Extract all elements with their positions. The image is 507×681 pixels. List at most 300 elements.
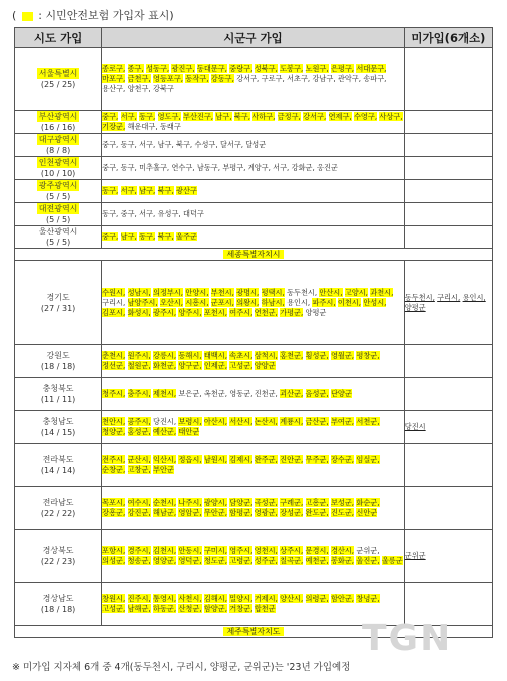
municipality-item: 군위군, [356,546,380,555]
municipality-item: 서산시, [229,417,253,426]
municipality-item: 북구, [157,232,174,241]
region-name: 제주특별자치도 [223,627,283,636]
region-name: 울산광역시 [38,227,78,236]
region-name: 인천광역시 [38,158,78,167]
header-missing: 미가입(6개소) [404,28,492,48]
region-cell [15,530,102,583]
municipality-item: 동대문구, [196,64,227,73]
municipality-item: 서구, [273,163,290,172]
municipality-item: 영덕군, [178,556,202,565]
region-count: (27 / 31) [40,303,76,313]
region-count: (14 / 14) [40,466,76,475]
municipality-item: 고창군, [127,465,151,474]
municipality-item: 화천군, [153,361,177,370]
region-count: (10 / 10) [40,169,76,178]
region-name: 광주광역시 [38,181,78,190]
region-cell [15,48,102,111]
municipality-item: 통영시, [153,594,177,603]
municipality-item: 포항시, [102,546,126,555]
municipality-item: 남해군, [127,604,151,613]
municipality-item: 중구, [120,209,137,218]
table-row [15,157,493,180]
municipality-item: 용산구, [102,84,126,93]
region-count: (11 / 11) [40,395,76,404]
missing-cell [404,48,492,111]
municipality-item: 양구군, [178,361,202,370]
missing-item: 용인시, [462,292,486,302]
subscription-table [14,27,493,638]
municipality-cell [102,345,405,378]
municipality-item: 강서구, [236,74,260,83]
municipality-cell [102,157,405,180]
municipality-item: 나주시, [178,498,202,507]
municipality-item: 목포시, [102,498,126,507]
municipality-item: 고양시, [344,287,368,297]
municipality-item: 부평구, [222,163,246,172]
region-name: 충청남도 [42,417,74,426]
municipality-item: 옥천군, [203,389,227,398]
municipality-item: 상주시, [280,546,304,555]
region-cell [15,411,102,444]
municipality-item: 성주군, [254,556,278,565]
table-row [15,411,493,444]
municipality-item: 삼척시, [254,351,278,360]
municipality-item: 여주시, [229,307,253,317]
municipality-item: 태백시, [203,351,227,360]
municipality-item: 영암군, [178,508,202,517]
municipality-item: 강북구 [153,84,174,93]
footnote: ※ 미가입 지자체 6개 중 4개(동두천시, 구리시, 양평군, 군위군)는 '23년 가입예정 [12,662,351,673]
missing-cell [404,378,492,411]
municipality-item: 양주시, [178,307,202,317]
table-row [15,345,493,378]
municipality-cell [102,411,405,444]
municipality-item: 합천군 [254,604,276,613]
municipality-item: 홍성군, [127,427,151,436]
region-count: (18 / 18) [40,605,76,614]
missing-cell [404,134,492,157]
municipality-item: 사상구, [379,112,403,121]
municipality-item: 부안군 [153,465,174,474]
municipality-item: 의령군, [305,594,329,603]
region-count: (16 / 16) [40,123,76,132]
region-name: 강원도 [46,351,70,360]
municipality-item: 북구, [233,112,250,121]
municipality-item: 구리시, [102,297,126,307]
table-row [15,48,493,111]
municipality-item: 서천군, [356,417,380,426]
municipality-item: 정읍시, [178,455,202,464]
municipality-item: 익산시, [153,455,177,464]
municipality-item: 횡성군, [305,351,329,360]
municipality-item: 노원구, [305,64,329,73]
region-name: 대전광역시 [38,204,78,213]
municipality-item: 은평구, [330,64,355,73]
municipality-item: 창녕군, [356,594,380,603]
municipality-item: 미추홀구, [139,163,170,172]
header-row [15,28,493,48]
municipality-item: 문경시, [305,546,329,555]
highlight-swatch [22,12,33,21]
municipality-item: 보성군, [330,498,355,507]
table-row [15,203,493,226]
municipality-item: 영천시, [254,546,278,555]
municipality-item: 고성군, [102,604,126,613]
region-cell [15,226,102,249]
municipality-item: 하남시, [261,297,285,307]
region-count: (8 / 8) [45,146,71,155]
municipality-item: 속초시, [229,351,253,360]
municipality-item: 남구, [139,186,156,195]
municipality-item: 함평군, [229,508,253,517]
missing-item: 양평군 [404,302,426,312]
municipality-item: 옹진군 [317,163,338,172]
region-name: 경기도 [46,292,70,302]
table-row [15,111,493,134]
header-municipality: 시군구 가입 [102,28,405,48]
municipality-cell [102,226,405,249]
municipality-item: 거제시, [254,594,278,603]
municipality-item: 곡성군, [254,498,278,507]
municipality-item: 완도군, [305,508,329,517]
municipality-item: 영광군, [254,508,278,517]
table-row [15,444,493,487]
municipality-item: 봉화군, [330,556,355,565]
region-name: 전라북도 [42,455,74,464]
municipality-item: 계룡시, [280,417,304,426]
municipality-item: 광주시, [153,307,177,317]
municipality-item: 성북구, [254,64,278,73]
missing-cell [404,203,492,226]
municipality-item: 청주시, [102,389,126,398]
region-cell [15,444,102,487]
municipality-item: 영동군, [229,389,253,398]
municipality-item: 무안군, [203,508,227,517]
municipality-cell [102,180,405,203]
region-cell [15,180,102,203]
region-name: 부산광역시 [38,112,78,121]
region-cell [15,111,102,134]
municipality-item: 포천시, [203,307,227,317]
municipality-item: 충주시, [127,389,151,398]
municipality-item: 수원시, [102,287,126,297]
missing-item: 당진시 [404,422,426,431]
region-name: 경상남도 [42,594,74,603]
municipality-item: 순천시, [153,498,177,507]
municipality-item: 원주시, [127,351,151,360]
table-row [15,261,493,345]
table-body [15,48,493,638]
region-count: (18 / 18) [40,362,76,371]
municipality-item: 금정구, [277,112,301,121]
municipality-item: 청송군, [127,556,151,565]
municipality-item: 관악구, [337,74,362,83]
municipality-item: 남양주시, [127,297,158,307]
municipality-item: 강남구, [312,74,336,83]
municipality-item: 동구, [139,112,156,121]
header-province: 시도 가입 [15,28,102,48]
municipality-item: 연제구, [328,112,352,121]
municipality-item: 태안군 [178,427,200,436]
municipality-item: 대덕구 [183,209,204,218]
municipality-item: 하동군, [153,604,177,613]
municipality-item: 강진군, [127,508,151,517]
municipality-cell [102,444,405,487]
municipality-cell [102,48,405,111]
municipality-item: 강동구, [210,74,234,83]
municipality-item: 용인시, [287,297,311,307]
municipality-item: 진주시, [127,594,151,603]
municipality-item: 무주군, [305,455,329,464]
municipality-item: 밀양시, [229,594,253,603]
municipality-item: 중구, [102,112,119,121]
municipality-item: 중구, [102,140,119,149]
municipality-item: 사천시, [178,594,202,603]
municipality-item: 강화군, [291,163,315,172]
municipality-item: 서구, [139,209,156,218]
missing-item: 구리시, [437,292,461,302]
municipality-item: 중구, [102,232,119,241]
municipality-item: 진안군, [280,455,304,464]
municipality-item: 광산구 [176,186,197,195]
municipality-item: 과천시, [370,287,394,297]
missing-cell [404,226,492,249]
table-row [15,249,493,261]
region-name: 전라남도 [42,498,74,507]
missing-cell [404,444,492,487]
municipality-item: 영도구, [157,112,181,121]
region-cell [15,249,493,261]
municipality-item: 남동구, [196,163,221,172]
municipality-item: 김제시, [229,455,253,464]
region-count: (5 / 5) [45,215,71,224]
municipality-cell [102,203,405,226]
missing-item: 군위군 [404,551,426,560]
municipality-item: 전주시, [102,455,126,464]
region-name: 세종특별자치시 [223,250,283,259]
municipality-item: 양산시, [280,594,304,603]
municipality-item: 서구, [120,186,137,195]
municipality-item: 보령시, [178,417,202,426]
municipality-item: 광양시, [203,498,227,507]
municipality-item: 중랑구, [229,64,253,73]
missing-cell [404,530,492,583]
municipality-cell [102,487,405,530]
municipality-item: 화성시, [127,307,151,317]
municipality-item: 이천시, [337,297,362,307]
municipality-item: 제천시, [153,389,177,398]
municipality-item: 진도군, [330,508,355,517]
municipality-item: 서초구, [287,74,311,83]
municipality-item: 부천시, [210,287,234,297]
municipality-item: 남구, [120,232,137,241]
municipality-item: 영등포구, [153,74,184,83]
municipality-item: 진천군, [254,389,278,398]
municipality-item: 동래구 [159,122,181,131]
municipality-item: 공주시, [127,417,151,426]
municipality-item: 중구, [102,163,119,172]
municipality-item: 서구, [120,112,137,121]
municipality-item: 보은군, [178,389,202,398]
municipality-item: 사하구, [252,112,276,121]
missing-cell [404,180,492,203]
municipality-item: 산청군, [178,604,202,613]
municipality-item: 달성군 [245,140,267,149]
municipality-item: 순창군, [102,465,126,474]
municipality-item: 금산군, [305,417,329,426]
municipality-item: 신안군 [356,508,378,517]
municipality-item: 종구, [127,64,144,73]
municipality-item: 홍천군, [280,351,304,360]
municipality-item: 구례군, [280,498,304,507]
municipality-cell [102,583,405,626]
municipality-item: 남구, [215,112,232,121]
municipality-item: 강서구, [303,112,327,121]
municipality-item: 종로구, [102,64,126,73]
municipality-item: 울진군, [356,556,380,565]
municipality-item: 금천구, [127,74,151,83]
municipality-item: 괴산군, [280,389,304,398]
municipality-item: 달서구, [219,140,244,149]
municipality-item: 춘천시, [102,351,126,360]
region-cell [15,261,102,345]
region-cell [15,487,102,530]
municipality-item: 평택시, [261,287,285,297]
region-name: 서울특별시 [38,69,78,78]
municipality-item: 군포시, [210,297,234,307]
legend-text: : 시민안전보험 가입자 표시) [38,9,174,22]
municipality-item: 수영구, [353,112,378,121]
municipality-item: 청양군, [102,427,126,436]
municipality-cell [102,378,405,411]
region-count: (14 / 15) [40,428,76,437]
municipality-item: 동구, [139,232,156,241]
missing-cell [404,411,492,444]
municipality-item: 양천구, [127,84,151,93]
region-cell [15,157,102,180]
municipality-item: 함양군, [203,604,227,613]
municipality-cell [102,261,405,345]
municipality-item: 논산시, [254,417,278,426]
municipality-item: 안성시, [363,297,387,307]
municipality-item: 김해시, [203,594,227,603]
municipality-item: 경주시, [127,546,151,555]
municipality-item: 당진시, [153,417,177,426]
municipality-item: 담양군, [229,498,253,507]
municipality-item: 성동구, [146,64,170,73]
region-cell [15,203,102,226]
municipality-item: 도봉구, [280,64,304,73]
region-count: (5 / 5) [45,238,71,247]
municipality-item: 예천군, [305,556,329,565]
municipality-item: 파주시, [312,297,336,307]
municipality-item: 천안시, [102,417,126,426]
municipality-item: 장수군, [330,455,355,464]
municipality-item: 칠곡군, [280,556,304,565]
region-name: 대구광역시 [38,135,78,144]
municipality-item: 동구, [120,140,137,149]
municipality-item: 여수시, [127,498,151,507]
municipality-item: 시흥시, [185,297,209,307]
municipality-item: 기장군, [102,122,126,131]
municipality-item: 고흥군, [305,498,329,507]
municipality-item: 예산군, [153,427,177,436]
municipality-item: 군산시, [127,455,151,464]
missing-item: 동두천시, [404,292,435,302]
municipality-item: 임실군, [356,455,380,464]
municipality-item: 고령군, [229,556,253,565]
municipality-item: 완주군, [254,455,278,464]
region-name: 경상북도 [42,546,74,555]
region-cell [15,378,102,411]
missing-cell [404,261,492,345]
region-cell [15,583,102,626]
legend-open: ( [12,9,17,22]
municipality-item: 유성구, [157,209,181,218]
table-row [15,530,493,583]
municipality-item: 거창군, [229,604,253,613]
municipality-item: 서구, [139,140,156,149]
municipality-item: 의성군, [102,556,126,565]
missing-cell [404,111,492,134]
table-row [15,180,493,203]
region-count: (22 / 22) [40,509,76,518]
municipality-item: 수성구, [194,140,218,149]
municipality-item: 인제군, [203,361,227,370]
table-row [15,134,493,157]
municipality-item: 연수구, [171,163,195,172]
municipality-item: 의왕시, [236,297,260,307]
municipality-item: 김포시, [102,307,126,317]
municipality-item: 안산시, [319,287,343,297]
municipality-item: 영주시, [229,546,253,555]
region-count: (22 / 23) [40,557,76,566]
region-name: 충청북도 [42,384,74,393]
watermark-logo: TGN [362,618,453,659]
municipality-item: 양양군 [254,361,276,370]
region-count: (5 / 5) [45,192,71,201]
municipality-item: 가평군, [280,307,304,317]
municipality-item: 김천시, [153,546,177,555]
municipality-item: 북구, [157,186,174,195]
municipality-item: 경산시, [330,546,355,555]
municipality-item: 광명시, [236,287,260,297]
municipality-item: 남원시, [203,455,227,464]
municipality-item: 동구, [102,209,119,218]
municipality-item: 양평군 [305,307,327,317]
municipality-item: 창원시, [102,594,126,603]
municipality-item: 강릉시, [153,351,177,360]
municipality-item: 오산시, [159,297,184,307]
region-count: (25 / 25) [40,80,76,89]
missing-cell [404,345,492,378]
municipality-item: 고성군, [229,361,253,370]
municipality-cell [102,530,405,583]
municipality-item: 영양군, [153,556,177,565]
municipality-item: 부산진구, [183,112,214,121]
municipality-item: 해남군, [153,508,177,517]
legend [12,7,174,23]
municipality-item: 철원군, [127,361,151,370]
municipality-item: 광진구, [171,64,195,73]
municipality-item: 음성군, [305,389,329,398]
municipality-cell [102,111,405,134]
municipality-item: 동두천시, [287,287,318,297]
municipality-item: 의정부시, [153,287,184,297]
municipality-item: 울릉군 [381,556,403,565]
region-cell [15,134,102,157]
missing-cell [404,157,492,180]
